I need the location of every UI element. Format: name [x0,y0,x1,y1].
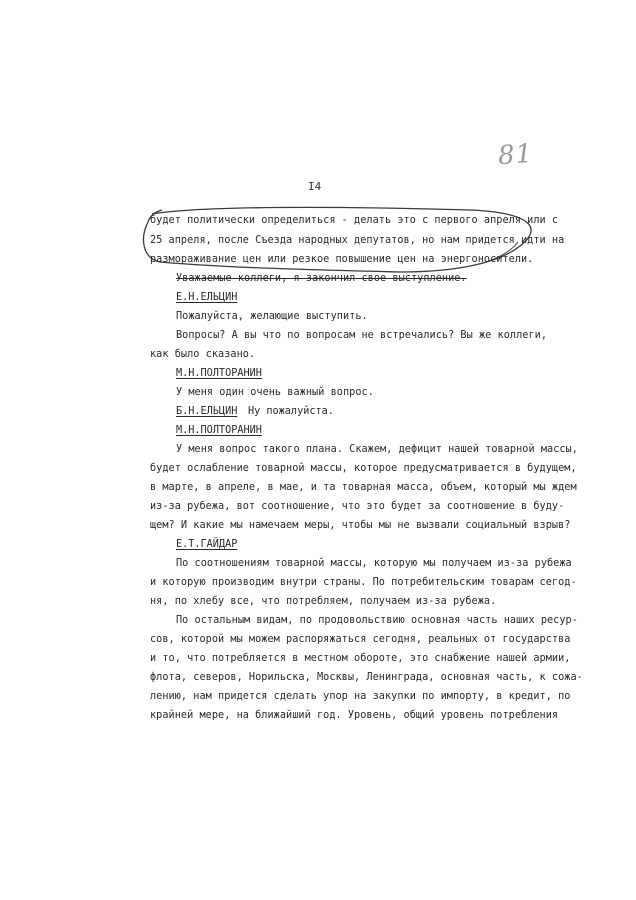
speaker-name: М.Н.ПОЛТОРАНИН [176,368,262,379]
text-line: Ну пожалуйста. [248,406,334,417]
text-line: лению, нам придется сделать упор на закупки по импорту, в кредит, по [150,691,571,702]
text-line: ня, по хлебу все, что потребляем, получаем из-за рубежа. [150,596,497,607]
speaker-name: Е.Н.ЕЛЬЦИН [176,292,238,303]
text-line: сов, которой мы можем распоряжаться сегодня, реальных от государства [150,634,571,645]
text-line: флота, северов, Норильска, Москвы, Ленинграда, основная часть, к сожа- [150,672,583,683]
text-line: крайней мере, на ближайший год. Уровень, общий уровень потребления [150,710,559,721]
text-line: и то, что потребляется в местном обороте, это снабжение нашей армии, [150,653,571,664]
handwritten-page-number: 81 [496,138,535,172]
page-number: I4 [308,180,322,193]
text-line: 25 апреля, после Съезда народных депутатов, но нам придется идти на [150,235,565,246]
text-line: в марте, в апреле, в мае, и та товарная масса, объем, который мы ждем [150,482,577,493]
text-line: Вопросы? А вы что по вопросам не встречались? Вы же коллеги, [176,330,548,341]
speaker-name: Б.Н.ЕЛЬЦИН [176,406,238,417]
text-line: щем? И какие мы намечаем меры, чтобы мы не вызвали социальный взрыв? [150,520,571,531]
speaker-name: Е.Т.ГАЙДАР [176,539,238,550]
text-line: и которую производим внутри страны. По потребительским товарам сегод- [150,577,577,588]
speaker-name: М.Н.ПОЛТОРАНИН [176,425,262,436]
text-line: как было сказано. [150,349,256,360]
text-line: будет политически определиться - делать это с первого апреля или с [150,215,559,226]
text-line: будет ослабление товарной массы, которое предусматривается в будущем, [150,463,577,474]
text-line: размораживание цен или резкое повышение цен на энергоносители. [150,254,534,265]
text-line: По остальным видам, по продовольствию основная часть наших ресур- [176,615,578,626]
text-line: У меня один очень важный вопрос. [176,387,374,398]
struck-text-line: Уважаемые коллеги, я закончил свое выступление. [176,273,467,284]
text-line: По соотношениям товарной массы, которую мы получаем из-за рубежа [176,558,572,569]
text-line: У меня вопрос такого плана. Скажем, дефицит нашей товарной массы, [176,444,578,455]
text-line: Пожалуйста, желающие выступить. [176,311,368,322]
text-line: из-за рубежа, вот соотношение, что это будет за соотношение в буду- [150,501,565,512]
